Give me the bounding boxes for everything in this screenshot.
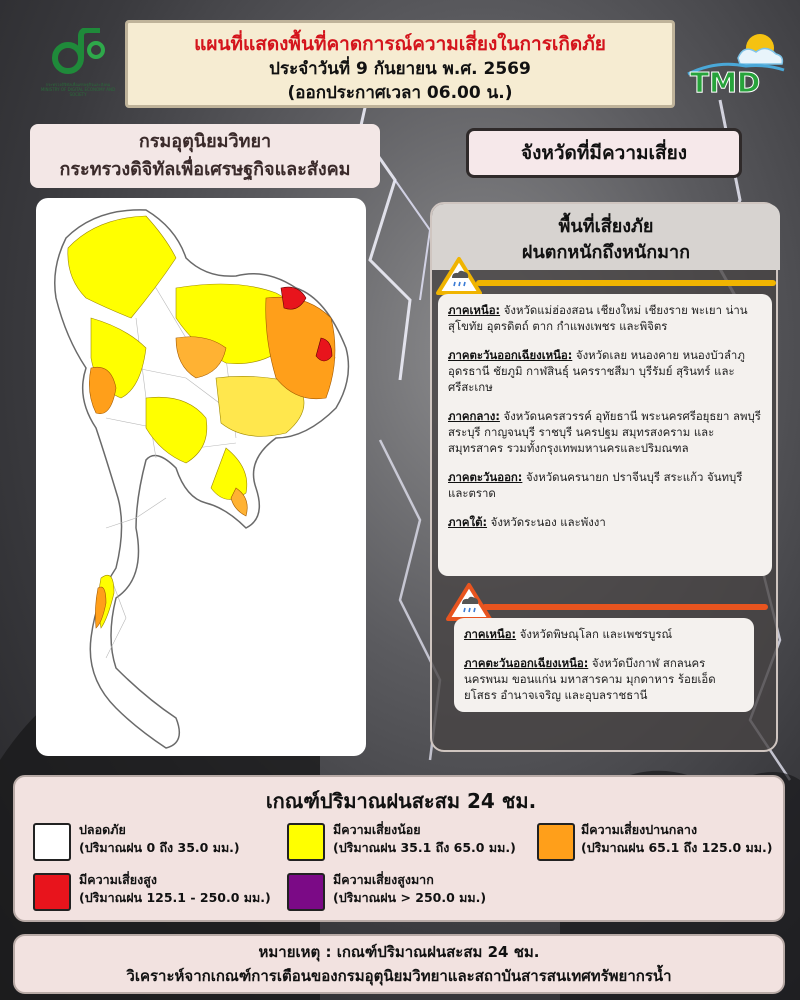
region-name: ภาคใต้: [448,515,488,529]
heavy-rain-warning-icon [446,582,492,622]
legend-item-high [79,871,271,907]
legend-label: ปลอดภัย [79,822,126,837]
province-list: จังหวัดแม่ฮ่องสอน เชียงใหม่ เชียงราย พะเยา น่าน สุโขทัย อุตรดิตถ์ ตาก กำแพงเพชร และพิจิตร [448,303,748,333]
province-list: จังหวัดระนอง และพังงา [490,515,606,529]
tmd-logo [686,30,786,96]
high-risk-areas [454,618,754,712]
region-name: ภาคเหนือ: [448,303,501,317]
legend-label: มีความเสี่ยงสูงมาก [333,872,434,887]
footnote-line1: หมายเหตุ : เกณฑ์ปริมาณฝนสะสม 24 ชม. [258,943,540,961]
legend-range: (ปริมาณฝน 35.1 ถึง 65.0 มม.) [333,840,516,855]
medium-risk-areas [438,294,772,576]
area-item [448,347,762,395]
ministry-logo [36,28,120,100]
province-list: จังหวัดเลย หนองคาย หนองบัวลำภู อุดรธานี ชัยภูมิ กาฬสินธุ์ นครราชสีมา บุรีรัมย์ สุรินทร์ และศรีสะเกษ [448,348,745,394]
area-item [464,626,744,642]
region-name: ภาคเหนือ: [464,627,517,641]
rain-warning-icon [436,256,482,296]
rainfall-legend [13,775,785,922]
province-list: จังหวัดนครนายก ปราจีนบุรี สระแก้ว จันทบุรี และตราด [448,470,743,500]
agency-box [30,124,380,188]
tmd-logo-text: TMD [690,66,761,96]
legend-swatch-low [287,823,325,861]
legend-item-medium [581,821,773,857]
footnote [13,934,785,994]
legend-range: (ปริมาณฝน > 250.0 มม.) [333,890,487,905]
legend-swatch-very-high [287,873,325,911]
region-name: ภาคตะวันออกเฉียงเหนือ: [448,348,573,362]
lightning-bolt [395,180,430,300]
legend-range: (ปริมาณฝน 65.1 ถึง 125.0 มม.) [581,840,773,855]
legend-title: เกณฑ์ปริมาณฝนสะสม 24 ชม. [265,789,537,813]
legend-swatch-safe [33,823,71,861]
province-list: จังหวัดบึงกาฬ สกลนคร นครพนม ขอนแก่น มหาสารคาม มุกดาหาร ร้อยเอ็ด ยโสธร อำนาจเจริญ และอุบลราชธานี [464,656,716,702]
thailand-risk-map [36,198,366,756]
ministry-name: กระทรวงดิจิทัลเพื่อเศรษฐกิจและสังคม [59,159,351,180]
region-name: ภาคตะวันออกเฉียงเหนือ: [464,656,589,670]
agency-name: กรมอุตุนิยมวิทยา [138,131,272,152]
province-list: จังหวัดพิษณุโลก และเพชรบูรณ์ [519,627,673,641]
province-list: จังหวัดนครสวรรค์ อุทัยธานี พระนครศรีอยุธยา ลพบุรี สระบุรี กาญจนบุรี ราชบุรี นครปฐม สมุทรสงคราม และสมุทรสาคร รวมทั้งกรุงเทพมหานครและปริมณฑล [448,409,761,455]
area-item [448,408,762,456]
high-risk-bar [482,604,768,610]
legend-item-low [333,821,516,857]
ministry-caption-en: MINISTRY OF DIGITAL ECONOMY AND SOCIETY [40,87,116,97]
ministry-logo-icon [48,28,108,78]
legend-item-very-high [333,871,486,907]
footnote-line2: วิเคราะห์จากเกณฑ์การเตือนของกรมอุตุนิยมวิทยาและสถาบันสารสนเทศทรัพยากรน้ำ [126,967,672,985]
panel-title [432,214,780,266]
area-item [448,469,762,501]
area-item [448,302,762,334]
date-line: ประจำวันที่ 9 กันยายน พ.ศ. 2569 [269,59,531,79]
legend-swatch-high [33,873,71,911]
risk-map [36,198,366,756]
tmd-logo-icon [686,30,786,96]
legend-label: มีความเสี่ยงสูง [79,872,157,887]
legend-label: มีความเสี่ยงปานกลาง [581,822,698,837]
ministry-caption: กระทรวงดิจิทัลเพื่อเศรษฐกิจและสังคม [45,82,111,87]
panel-title-line1: พื้นที่เสี่ยงภัย [558,216,654,237]
issued-line: (ออกประกาศเวลา 06.00 น.) [287,83,513,103]
area-item [448,514,762,530]
legend-label: มีความเสี่ยงน้อย [333,822,421,837]
legend-item-safe [79,821,240,857]
risk-areas-panel [430,202,778,752]
region-name: ภาคกลาง: [448,409,500,423]
page-title: แผนที่แสดงพื้นที่คาดการณ์ความเสี่ยงในการเกิดภัย [194,33,606,55]
title-box [125,20,675,108]
legend-range: (ปริมาณฝน 0 ถึง 35.0 มม.) [79,840,240,855]
legend-range: (ปริมาณฝน 125.1 - 250.0 มม.) [79,890,271,905]
region-name: ภาคตะวันออก: [448,470,523,484]
risk-provinces-heading: จังหวัดที่มีความเสี่ยง [466,128,742,178]
area-item [464,655,744,703]
medium-risk-bar [476,280,776,286]
legend-swatch-medium [537,823,575,861]
panel-title-line2: ฝนตกหนักถึงหนักมาก [521,242,691,263]
